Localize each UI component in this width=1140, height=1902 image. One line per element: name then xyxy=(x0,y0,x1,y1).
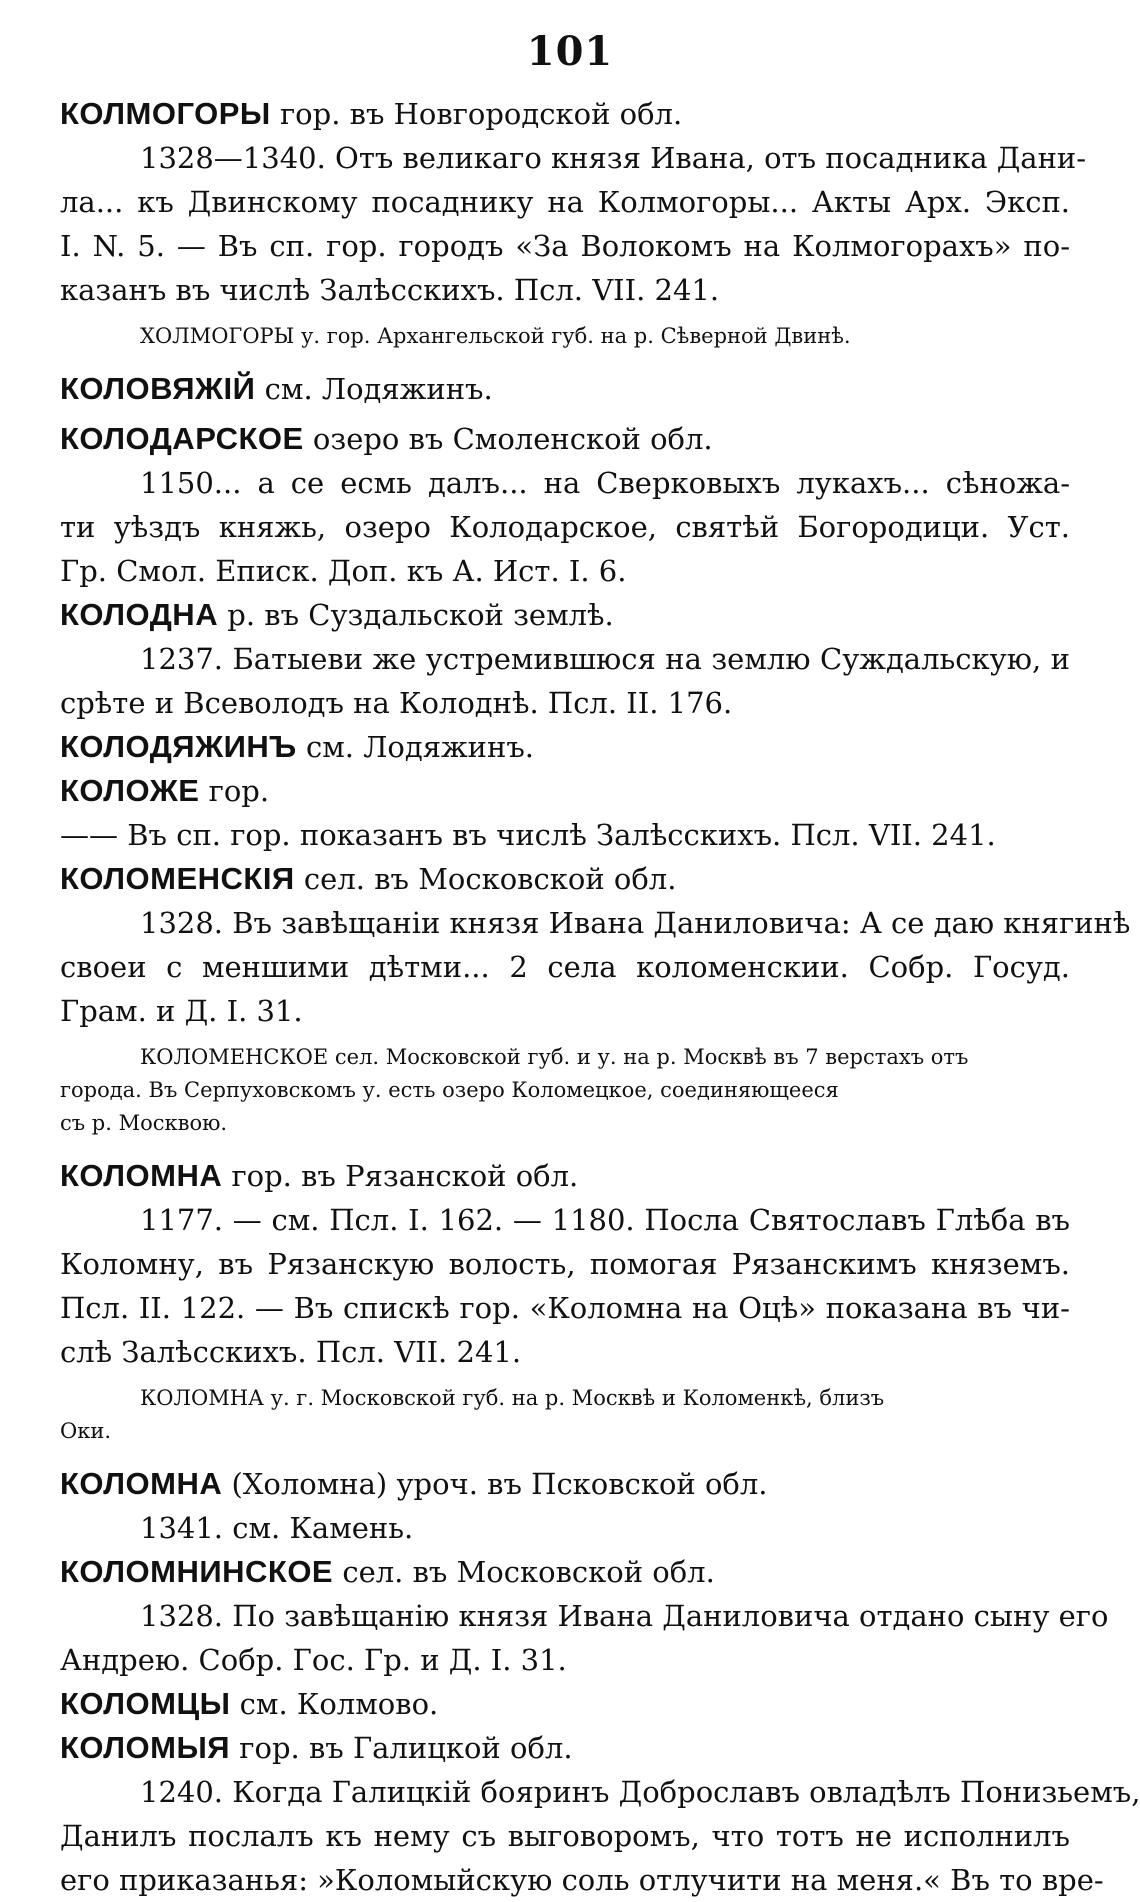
headword: КОЛМОГОРЫ xyxy=(60,96,271,131)
entry-heading xyxy=(60,1550,1070,1594)
heading-text: р. въ Суздальской землѣ. xyxy=(218,598,614,632)
heading-text: гор. xyxy=(199,774,270,808)
entry-heading xyxy=(60,769,1070,813)
headword: КОЛОДНА xyxy=(60,597,219,632)
entry-heading xyxy=(60,1726,1070,1770)
entry-text-line: Андрею. Собр. Гос. Гр. и Д. I. 31. xyxy=(60,1643,567,1677)
heading-text: см. Лодяжинъ. xyxy=(255,372,493,406)
entry-text-line: Коломну, въ Рязанскую волость, помогая Рязанскимъ княземъ. xyxy=(60,1247,1070,1281)
entry-heading xyxy=(60,725,1070,769)
entry-text-line: 1328. Въ завѣщаніи князя Ивана Даниловича: А се даю княгинѣ xyxy=(140,906,1131,940)
entry-text-line: 1328—1340. Отъ великаго князя Ивана, отъ посадника Дани- xyxy=(140,141,1087,175)
entry-heading xyxy=(60,1682,1070,1726)
entry-text-line: Грам. и Д. I. 31. xyxy=(60,994,303,1028)
entry-text-line: 1177. — см. Псл. I. 162. — 1180. Посла Святославъ Глѣба въ xyxy=(140,1203,1070,1237)
headword: КОЛОМЫЯ xyxy=(60,1730,231,1765)
heading-text: см. Лодяжинъ. xyxy=(296,730,535,764)
entry-heading xyxy=(60,857,1070,901)
note-line: КОЛОМНА у. г. Московской губ. на р. Москвѣ и Коломенкѣ, близъ xyxy=(140,1386,885,1410)
headword: КОЛОМЕНСКІЯ xyxy=(60,861,295,896)
note-line: города. Въ Серпуховскомъ у. есть озеро Коломецкое, соединяющееся xyxy=(60,1078,839,1102)
heading-text: (Холомна) уроч. въ Псковской обл. xyxy=(222,1467,768,1501)
headword: КОЛОДАРСКОЕ xyxy=(60,421,304,456)
note-line: Оки. xyxy=(60,1419,112,1443)
heading-text: озеро въ Смоленской обл. xyxy=(303,422,713,456)
heading-text: сел. въ Московской обл. xyxy=(294,862,677,896)
footnote-block xyxy=(60,1041,1070,1140)
heading-text: гор. въ Галицкой обл. xyxy=(230,1731,573,1765)
heading-text: гор. въ Рязанской обл. xyxy=(222,1159,579,1193)
note-line: съ р. Москвою. xyxy=(60,1111,228,1135)
headword: КОЛОМНА xyxy=(60,1466,223,1501)
note-line: КОЛОМЕНСКОЕ сел. Московской губ. и у. на р. Москвѣ въ 7 верстахъ отъ xyxy=(140,1045,969,1069)
entry-heading xyxy=(60,417,1070,461)
page-content xyxy=(60,92,1140,1902)
entry-text-line: ла... къ Двинскому посаднику на Колмогоры... Акты Арх. Эксп. xyxy=(60,185,1070,219)
entry-text-line: 1341. см. Камень. xyxy=(140,1511,414,1545)
headword: КОЛОМНИНСКОЕ xyxy=(60,1554,334,1589)
entry-text-line: казанъ въ числѣ Залѣсскихъ. Псл. VII. 241. xyxy=(60,273,720,307)
entry-text-line: своеи с меншими дѣтми... 2 села коломенскии. Собр. Госуд. xyxy=(60,950,1070,984)
entry-heading xyxy=(60,92,1070,136)
entry-text-line: Данилъ послалъ къ нему съ выговоромъ, что тотъ не исполнилъ xyxy=(60,1819,1070,1853)
headword: КОЛОМНА xyxy=(60,1158,223,1193)
entry-text-line: 1237. Батыеви же устремившюся на землю Суждальскую, и xyxy=(140,642,1070,676)
headword: КОЛОДЯЖИНЪ xyxy=(60,729,297,764)
entry-text-line: ти уѣздъ княжь, озеро Колодарское, святѣй Богородици. Уст. xyxy=(60,510,1070,544)
entry-text-line: Гр. Смол. Еписк. Доп. къ А. Ист. I. 6. xyxy=(60,554,627,588)
entry-text-line: I. N. 5. — Въ сп. гор. городъ «За Волокомъ на Колмогорахъ» по- xyxy=(60,229,1070,263)
heading-text: гор. въ Новгородской обл. xyxy=(270,97,683,131)
headword: КОЛОМЦЫ xyxy=(60,1686,231,1721)
entry-text-line: —— Въ сп. гор. показанъ въ числѣ Залѣсскихъ. Псл. VII. 241. xyxy=(60,818,996,852)
footnote-block xyxy=(60,320,1070,353)
entry-heading xyxy=(60,593,1070,637)
entry-text-line: слѣ Залѣсскихъ. Псл. VII. 241. xyxy=(60,1335,522,1369)
heading-text: сел. въ Московской обл. xyxy=(333,1555,715,1589)
entry-text-line: срѣте и Всеволодъ на Колоднѣ. Псл. II. 176. xyxy=(60,686,733,720)
entry-heading xyxy=(60,367,1070,411)
entry-text-line: 1150... а се есмь далъ... на Сверковыхъ лукахъ... сѣножа- xyxy=(140,466,1070,500)
entry-text-line: его приказанья: »Коломыйскую соль отлучити на меня.« Въ то вре- xyxy=(60,1863,1104,1897)
entry-text-line: 1240. Когда Галицкій бояринъ Доброславъ овладѣлъ Понизьемъ, xyxy=(140,1775,1140,1809)
headword: КОЛОВЯЖІЙ xyxy=(60,371,256,406)
entry-heading xyxy=(60,1154,1070,1198)
entry-text-line: Псл. II. 122. — Въ спискѣ гор. «Коломна на Оцѣ» показана въ чи- xyxy=(60,1291,1070,1325)
entry-text-line: 1328. По завѣщанію князя Ивана Даниловича отдано сыну его xyxy=(140,1599,1109,1633)
note-line: ХОЛМОГОРЫ у. гор. Архангельской губ. на р. Сѣверной Двинѣ. xyxy=(140,324,851,348)
footnote-block xyxy=(60,1382,1070,1448)
entry-heading xyxy=(60,1462,1070,1506)
heading-text: см. Колмово. xyxy=(230,1687,439,1721)
page-number: 101 xyxy=(526,28,614,75)
headword: КОЛОЖЕ xyxy=(60,773,200,808)
